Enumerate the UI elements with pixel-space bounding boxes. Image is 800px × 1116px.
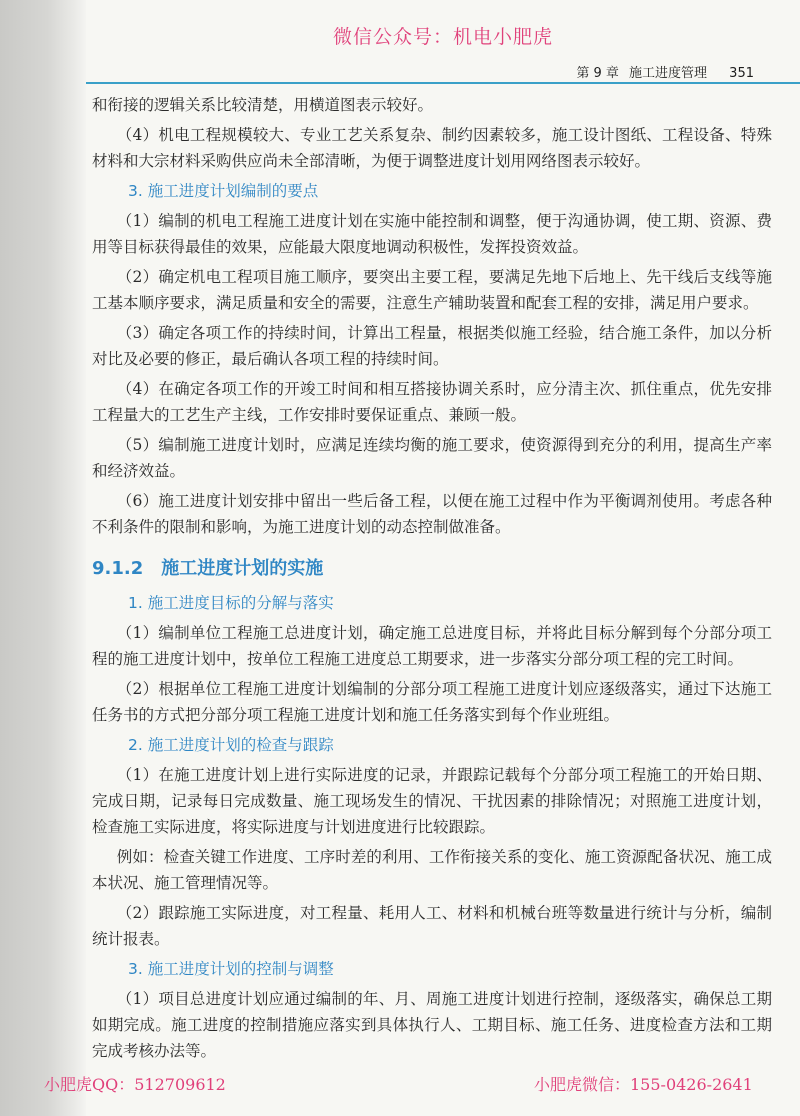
page-number: 351 [729,66,754,81]
page-body [92,92,772,1068]
paragraph: （4）机电工程规模较大、专业工艺关系复杂、制约因素较多，施工设计图纸、工程设备、特殊材料和大宗材料采购供应尚未全部清晰，为便于调整进度计划用网络图表示较好。 [92,126,772,170]
subheading-compilation-points: 3. 施工进度计划编制的要点 [128,182,319,200]
paragraph: （3）确定各项工作的持续时间，计算出工程量，根据类似施工经验，结合施工条件，加以分析对比及必要的修正，最后确认各项工程的持续时间。 [92,324,772,368]
paragraph: （2）确定机电工程项目施工顺序，要突出主要工程，要满足先地下后地上、先干线后支线等施工基本顺序要求，满足质量和安全的需要，注意生产辅助装置和配套工程的安排，满足用户要求。 [92,268,772,312]
paragraph: （6）施工进度计划安排中留出一些后备工程，以便在施工过程中作为平衡调剂使用。考虑各种不利条件的限制和影响，为施工进度计划的动态控制做准备。 [92,492,772,536]
section-title: 施工进度计划的实施 [161,558,324,579]
paragraph: （5）编制施工进度计划时，应满足连续均衡的施工要求，使资源得到充分的利用，提高生产率和经济效益。 [92,436,772,480]
page-binding-shadow [0,0,86,1116]
paragraph: 例如：检查关键工作进度、工序时差的利用、工作衔接关系的变化、施工资源配备状况、施工成本状况、施工管理情况等。 [92,848,772,892]
watermark-wechat: 小肥虎微信：155-0426-2641 [534,1075,753,1094]
subheading-goal-breakdown: 1. 施工进度目标的分解与落实 [128,594,334,612]
paragraph: （1）项目总进度计划应通过编制的年、月、周施工进度计划进行控制，逐级落实，确保总工期如期完成。施工进度的控制措施应落实到具体执行人、工期目标、施工任务、进度检查方法和工期完成考核办法等。 [92,990,772,1060]
section-number: 9.1.2 [92,558,144,579]
header-text [570,62,754,81]
header-chapter-title: 施工进度管理 [629,66,708,81]
header-chapter: 第 9 章 [576,66,619,81]
paragraph: （1）在施工进度计划上进行实际进度的记录，并跟踪记载每个分部分项工程施工的开始日期、完成日期，记录每日完成数量、施工现场发生的情况、干扰因素的排除情况；对照施工进度计划，检查施工实际进度，将实际进度与计划进度进行比较跟踪。 [92,766,772,836]
section-heading [92,554,772,584]
paragraph: （1）编制单位工程施工总进度计划，确定施工总进度目标，并将此目标分解到每个分部分项工程的施工进度计划中，按单位工程施工进度总工期要求，进一步落实分部分项工程的完工时间。 [92,624,772,668]
paragraph: （2）跟踪施工实际进度，对工程量、耗用人工、材料和机械台班等数量进行统计与分析，编制统计报表。 [92,904,772,948]
watermark-qq: 小肥虎QQ：512709612 [44,1075,226,1094]
paragraph: 和衔接的逻辑关系比较清楚，用横道图表示较好。 [92,96,434,114]
watermark-top: 微信公众号：机电小肥虎 [332,26,553,48]
paragraph: （1）编制的机电工程施工进度计划在实施中能控制和调整，便于沟通协调，使工期、资源、费用等目标获得最佳的效果，应能最大限度地调动积极性，发挥投资效益。 [92,212,772,256]
book-page [86,0,800,1116]
running-header [86,60,800,84]
paragraph: （2）根据单位工程施工进度计划编制的分部分项工程施工进度计划应逐级落实，通过下达施工任务书的方式把分部分项工程施工进度计划和施工任务落实到每个作业班组。 [92,680,772,724]
subheading-inspection-tracking: 2. 施工进度计划的检查与跟踪 [128,736,334,754]
subheading-control-adjustment: 3. 施工进度计划的控制与调整 [128,960,334,978]
watermark-footer [0,1072,800,1098]
paragraph: （4）在确定各项工作的开竣工时间和相互搭接协调关系时，应分清主次、抓住重点，优先安排工程量大的工艺生产主线，工作安排时要保证重点、兼顾一般。 [92,380,772,424]
